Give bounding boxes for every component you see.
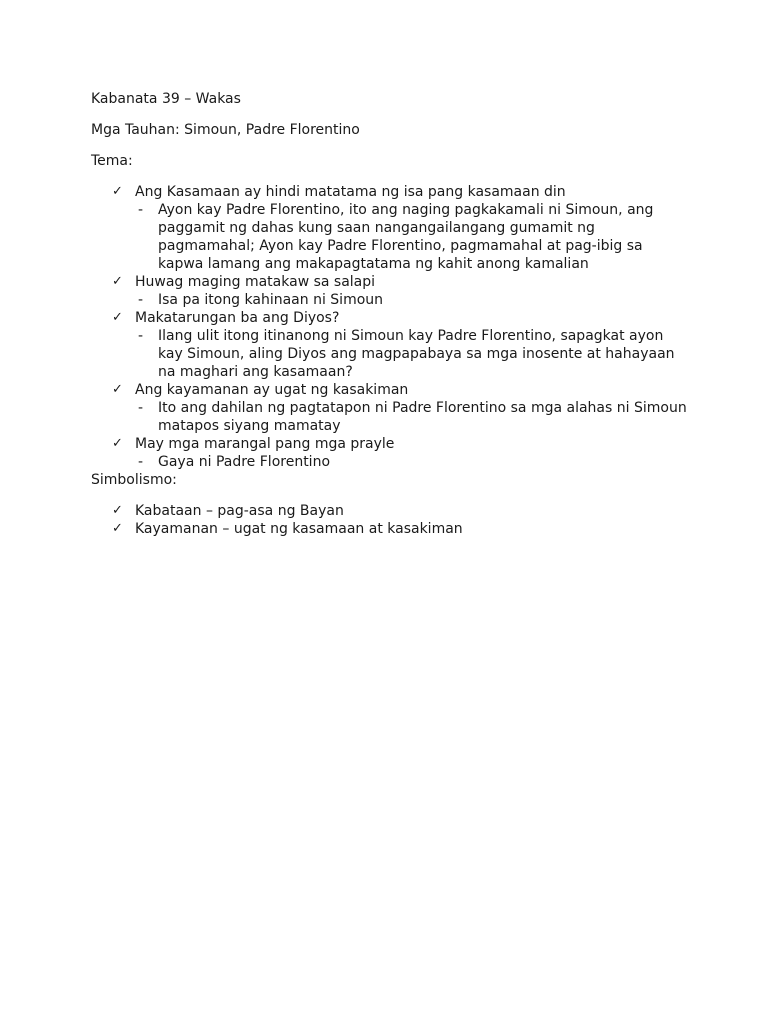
- theme-note-text: Gaya ni Padre Florentino: [158, 454, 331, 470]
- dash-bullet-icon: -: [138, 400, 144, 416]
- theme-item: [91, 435, 691, 471]
- symbol-item: [91, 520, 691, 538]
- checkmark-icon: ✓: [112, 184, 123, 199]
- theme-notes: [135, 399, 691, 435]
- theme-note: [135, 453, 691, 471]
- theme-notes: [135, 327, 691, 381]
- symbol-text: Kayamanan – ugat ng kasamaan at kasakiman: [135, 521, 463, 537]
- theme-note-text: Ayon kay Padre Florentino, ito ang naging pagkakamali ni Simoun, ang paggamit ng dahas kung saan nangangailangang gumamit ng pagmamahal; Ayon kay Padre Florentino, pagmamahal at pag-ibig sa kapwa lamang ang makapagtatama ng kahit anong kamalian: [158, 202, 654, 272]
- theme-list: [91, 183, 691, 471]
- theme-note: [135, 327, 691, 381]
- theme-notes: [135, 201, 691, 273]
- symbol-text: Kabataan – pag-asa ng Bayan: [135, 503, 344, 519]
- checkmark-icon: ✓: [112, 274, 123, 289]
- symbolism-heading: Simbolismo:: [91, 472, 177, 488]
- dash-bullet-icon: -: [138, 292, 144, 308]
- theme-text: Huwag maging matakaw sa salapi: [135, 274, 376, 290]
- checkmark-icon: ✓: [112, 382, 123, 397]
- theme-item: [91, 309, 691, 381]
- theme-text: Ang Kasamaan ay hindi matatama ng isa pang kasamaan din: [135, 184, 566, 200]
- theme-item: [91, 381, 691, 435]
- checkmark-icon: ✓: [112, 310, 123, 325]
- checkmark-icon: ✓: [112, 436, 123, 451]
- theme-note: [135, 291, 691, 309]
- theme-note-text: Isa pa itong kahinaan ni Simoun: [158, 292, 384, 308]
- dash-bullet-icon: -: [138, 454, 144, 470]
- dash-bullet-icon: -: [138, 202, 144, 218]
- theme-text: May mga marangal pang mga prayle: [135, 436, 395, 452]
- symbol-item: [91, 502, 691, 520]
- theme-note: [135, 201, 691, 273]
- document-body: [91, 90, 691, 538]
- theme-heading: Tema:: [91, 153, 133, 169]
- theme-note-text: Ito ang dahilan ng pagtatapon ni Padre Florentino sa mga alahas ni Simoun matapos siyang mamatay: [158, 400, 687, 434]
- theme-note-text: Ilang ulit itong itinanong ni Simoun kay Padre Florentino, sapagkat ayon kay Simoun, aling Diyos ang magpapabaya sa mga inosente at hahayaan na maghari ang kasamaan?: [158, 328, 675, 380]
- theme-notes: [135, 291, 691, 309]
- characters-line: Mga Tauhan: Simoun, Padre Florentino: [91, 122, 360, 138]
- checkmark-icon: ✓: [112, 521, 123, 536]
- theme-notes: [135, 453, 691, 471]
- theme-text: Ang kayamanan ay ugat ng kasakiman: [135, 382, 409, 398]
- theme-note: [135, 399, 691, 435]
- theme-item: [91, 183, 691, 273]
- checkmark-icon: ✓: [112, 503, 123, 518]
- theme-text: Makatarungan ba ang Diyos?: [135, 310, 340, 326]
- symbol-list: [91, 502, 691, 538]
- theme-item: [91, 273, 691, 309]
- chapter-title: Kabanata 39 – Wakas: [91, 91, 241, 107]
- dash-bullet-icon: -: [138, 328, 144, 344]
